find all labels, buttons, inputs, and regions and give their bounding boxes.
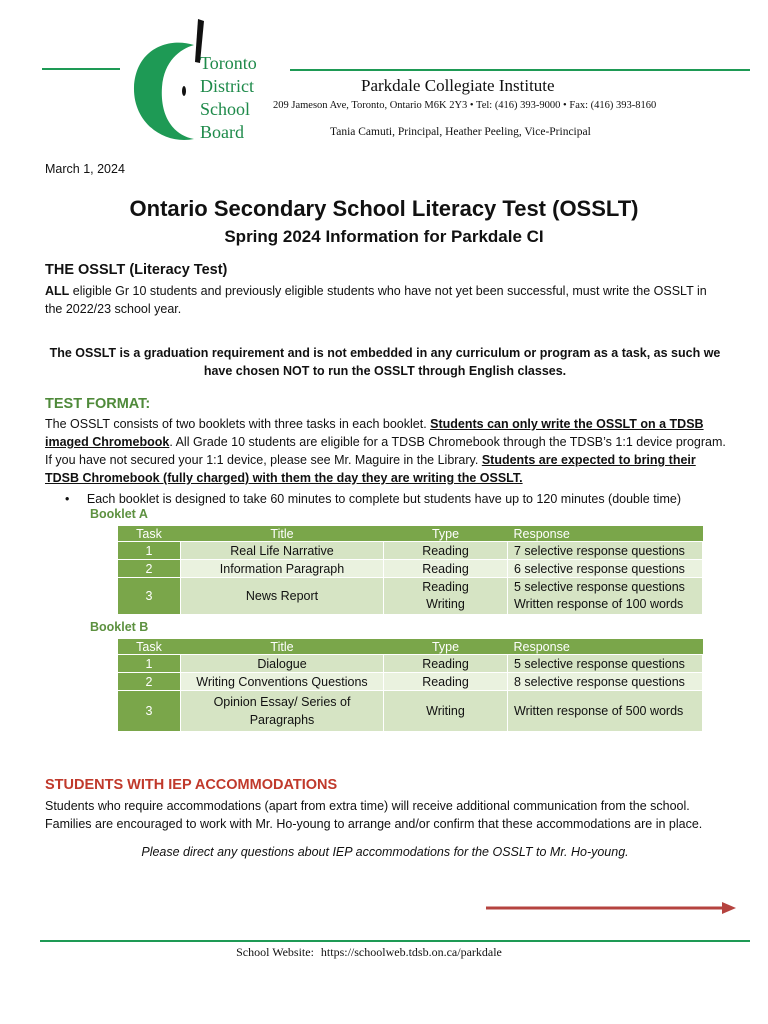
col-type: Type — [384, 639, 508, 655]
task-title: Dialogue — [181, 655, 384, 673]
test-format-text — [45, 415, 730, 487]
col-response: Response — [508, 639, 703, 655]
logo-wordmark — [200, 52, 257, 144]
task-response — [508, 578, 703, 615]
logo-word: District — [200, 76, 254, 96]
task-type: Reading — [384, 655, 508, 673]
task-title: Information Paragraph — [181, 560, 384, 578]
booklet-b-table — [117, 639, 703, 732]
table-row — [118, 691, 703, 732]
bullet-dot: • — [65, 492, 70, 506]
table-row — [118, 542, 703, 560]
task-title: Opinion Essay/ Series of Paragraphs — [181, 691, 384, 732]
col-title: Title — [181, 526, 384, 542]
task-response: 8 selective response questions — [508, 673, 703, 691]
task-number: 2 — [118, 560, 181, 578]
next-page-arrow-icon — [486, 900, 738, 916]
test-format-intro: The OSSLT consists of two booklets with three tasks in each booklet. — [45, 417, 431, 431]
school-staff: Tania Camuti, Principal, Heather Peeling, Vice-Principal — [330, 126, 591, 138]
col-type: Type — [384, 526, 508, 542]
task-type: Reading — [384, 673, 508, 691]
task-response: 6 selective response questions — [508, 560, 703, 578]
footer-website — [0, 945, 768, 960]
logo-word: School — [200, 99, 251, 119]
letter-date: March 1, 2024 — [45, 162, 125, 176]
task-response: 7 selective response questions — [508, 542, 703, 560]
iep-body: Students who require accommodations (apart from extra time) will receive additional communication from the school. Families are encouraged to work with Mr. Ho-young to arrange and/or confirm that these accommodations are in place. — [45, 799, 703, 831]
col-task: Task — [118, 639, 181, 655]
osslt-eligibility — [45, 282, 725, 318]
duration-bullet — [65, 490, 745, 508]
header-rule-left — [42, 68, 120, 70]
logo-word: Board — [200, 122, 244, 142]
task-response-line: 5 selective response questions — [514, 580, 685, 594]
task-response: Written response of 500 words — [508, 691, 703, 732]
test-format-heading: TEST FORMAT: — [45, 396, 151, 412]
table-row — [118, 560, 703, 578]
page-subtitle: Spring 2024 Information for Parkdale CI — [224, 227, 544, 246]
task-number: 3 — [118, 691, 181, 732]
task-type — [384, 578, 508, 615]
chromebook-requirement: Students can only write the OSSLT on a TDSB imaged Chromebook — [45, 417, 704, 449]
device-program-text: . All Grade 10 students are eligible for a TDSB Chromebook through the TDSB’s 1:1 device program. If you have not secured your 1:1 device, please see Mr. Maguire in the Library. — [45, 435, 726, 467]
task-title: News Report — [181, 578, 384, 615]
task-type: Reading — [384, 560, 508, 578]
task-title: Real Life Narrative — [181, 542, 384, 560]
task-type-line: Writing — [426, 597, 465, 611]
task-response: 5 selective response questions — [508, 655, 703, 673]
task-response-line: Written response of 100 words — [514, 597, 684, 611]
graduation-notice: The OSSLT is a graduation requirement and is not embedded in any curriculum or program as a task, as such we have chosen NOT to run the OSSLT through English classes. — [49, 346, 721, 378]
osslt-heading: THE OSSLT (Literacy Test) — [45, 262, 228, 278]
col-response: Response — [508, 526, 703, 542]
website-link[interactable]: https://schoolweb.tdsb.on.ca/parkdale — [320, 945, 502, 959]
duration-text: Each booklet is designed to take 60 minutes to complete but students have up to 120 minutes (double time) — [86, 492, 681, 506]
task-number: 1 — [118, 655, 181, 673]
task-title: Writing Conventions Questions — [181, 673, 384, 691]
table-row — [118, 578, 703, 615]
booklet-a-table — [117, 526, 703, 615]
website-label: School Website: — [236, 945, 314, 959]
booklet-b-label: Booklet B — [90, 620, 149, 634]
task-type-line: Reading — [422, 580, 469, 594]
col-task: Task — [118, 526, 181, 542]
page-title: Ontario Secondary School Literacy Test (OSSLT) — [129, 196, 639, 221]
iep-heading: STUDENTS WITH IEP ACCOMMODATIONS — [45, 777, 338, 793]
bring-chromebook-note: Students are expected to bring their TDSB Chromebook (fully charged) with them the day they are writing the OSSLT. — [45, 453, 696, 485]
table-row — [118, 673, 703, 691]
task-number: 2 — [118, 673, 181, 691]
table-row — [118, 655, 703, 673]
tdsb-apple-logo — [128, 15, 204, 145]
logo-word: Toronto — [200, 53, 257, 73]
task-number: 1 — [118, 542, 181, 560]
col-title: Title — [181, 639, 384, 655]
task-type: Writing — [384, 691, 508, 732]
iep-note: Please direct any questions about IEP accommodations for the OSSLT to Mr. Ho-young. — [141, 845, 629, 859]
school-address: 209 Jameson Ave, Toronto, Ontario M6K 2Y3 • Tel: (416) 393-9000 • Fax: (416) 393-8160 — [273, 100, 657, 111]
booklet-a-label: Booklet A — [90, 507, 148, 521]
osslt-eligibility-lead: ALL — [45, 284, 70, 298]
footer-rule — [40, 940, 750, 942]
task-number: 3 — [118, 578, 181, 615]
table-header-row — [118, 526, 703, 542]
osslt-eligibility-text: eligible Gr 10 students and previously eligible students who have not yet been successful, must write the OSSLT in the 2022/23 school year. — [45, 284, 707, 316]
task-type: Reading — [384, 542, 508, 560]
header-rule-right — [290, 69, 750, 71]
table-header-row — [118, 639, 703, 655]
school-name: Parkdale Collegiate Institute — [361, 76, 555, 95]
